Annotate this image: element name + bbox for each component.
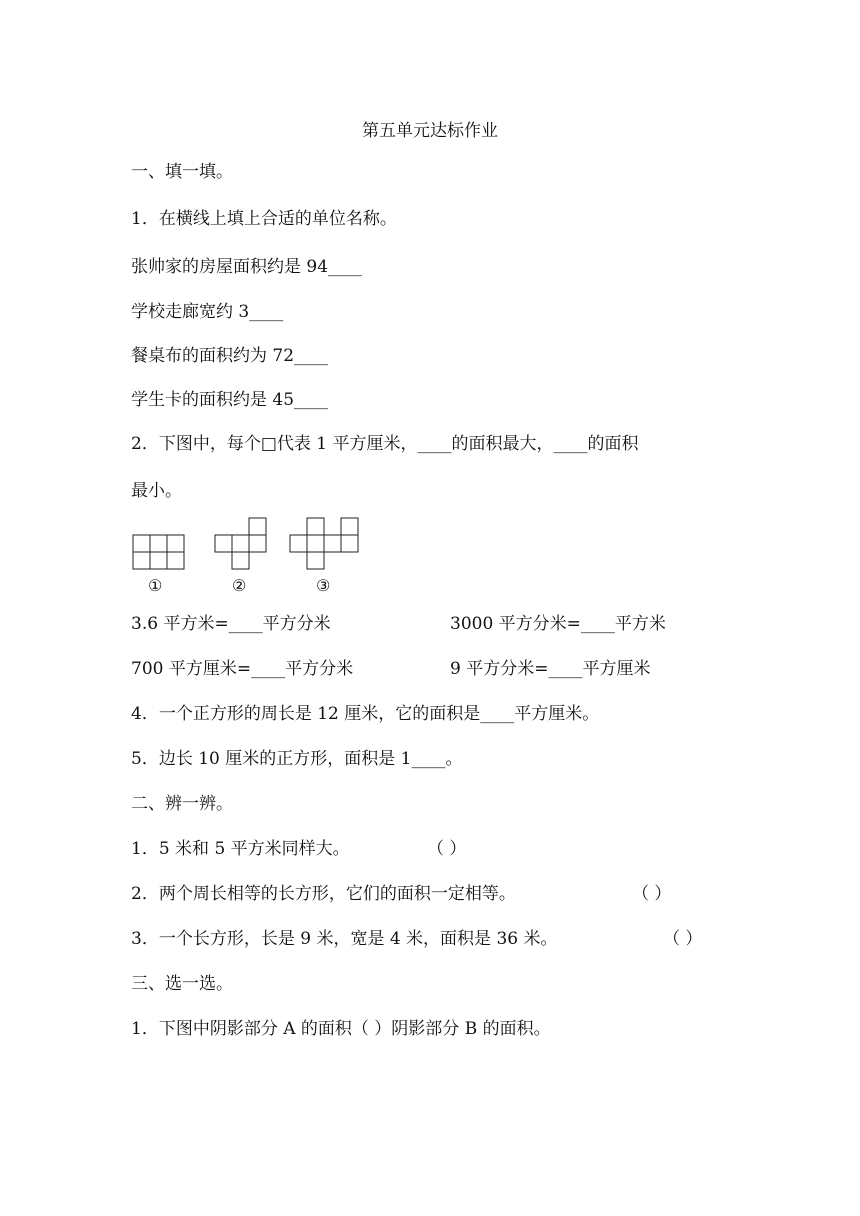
section1-heading: 一、填一填。: [131, 162, 233, 182]
grid-figures-drawing: [131, 512, 431, 572]
choice-q1-text: 1．下图中阴影部分 A 的面积（ ）阴影部分 B 的面积。: [131, 1019, 551, 1039]
judge-item-2-text: 2．两个周长相等的长方形，它们的面积一定相等。: [131, 884, 516, 904]
q5-text: 5．边长 10 厘米的正方形，面积是 1____。: [131, 749, 463, 769]
judge-item-2: [131, 882, 671, 906]
q3-sq-decimeter-to-sq-meter: 3000 平方分米=____平方米: [450, 614, 666, 634]
section2-heading: 二、辨一辨。: [131, 794, 233, 814]
judge-item-1-bracket: （ ）: [427, 839, 467, 859]
section3-heading: 三、选一选。: [131, 974, 233, 994]
judge-item-1-text: 1．5 米和 5 平方米同样大。: [131, 839, 350, 859]
page-title: 第五单元达标作业: [362, 121, 498, 141]
figure-label-1: ①: [148, 576, 163, 595]
q1-instruction: 1．在横线上填上合适的单位名称。: [131, 209, 397, 229]
q1-item-house-area: 张帅家的房屋面积约是 94____: [131, 257, 363, 277]
q3-row2: [131, 657, 650, 681]
q3-row1: [131, 612, 666, 636]
grid-figures: [131, 512, 431, 602]
q1-item-student-card-area: 学生卡的面积约是 45____: [131, 390, 329, 410]
q1-item-tablecloth-area: 餐桌布的面积约为 72____: [131, 346, 329, 366]
figure-1-shape: [133, 535, 184, 569]
q3-sq-decimeter-to-sq-centimeter: 9 平方分米=____平方厘米: [450, 659, 651, 679]
q1-item-corridor-width: 学校走廊宽约 3____: [131, 302, 284, 322]
q3-sq-meter-to-sq-decimeter: 3.6 平方米=____平方分米: [131, 614, 331, 634]
judge-item-3-bracket: （ ）: [663, 929, 703, 949]
figure-3-shape: [290, 518, 358, 569]
q2-text-line1: 2．下图中，每个□代表 1 平方厘米，____的面积最大，____的面积: [131, 434, 639, 454]
judge-item-3: [131, 927, 702, 951]
figure-label-3: ③: [316, 576, 331, 595]
q2-text-line2: 最小。: [131, 481, 182, 501]
q4-text: 4．一个正方形的周长是 12 厘米，它的面积是____平方厘米。: [131, 704, 600, 724]
judge-item-3-text: 3．一个长方形，长是 9 米，宽是 4 米，面积是 36 米。: [131, 929, 558, 949]
judge-item-1: [131, 837, 466, 861]
judge-item-2-bracket: （ ）: [632, 884, 672, 904]
figure-2-shape: [215, 518, 266, 569]
q3-sq-centimeter-to-sq-decimeter: 700 平方厘米=____平方分米: [131, 659, 354, 679]
figure-label-2: ②: [232, 576, 247, 595]
